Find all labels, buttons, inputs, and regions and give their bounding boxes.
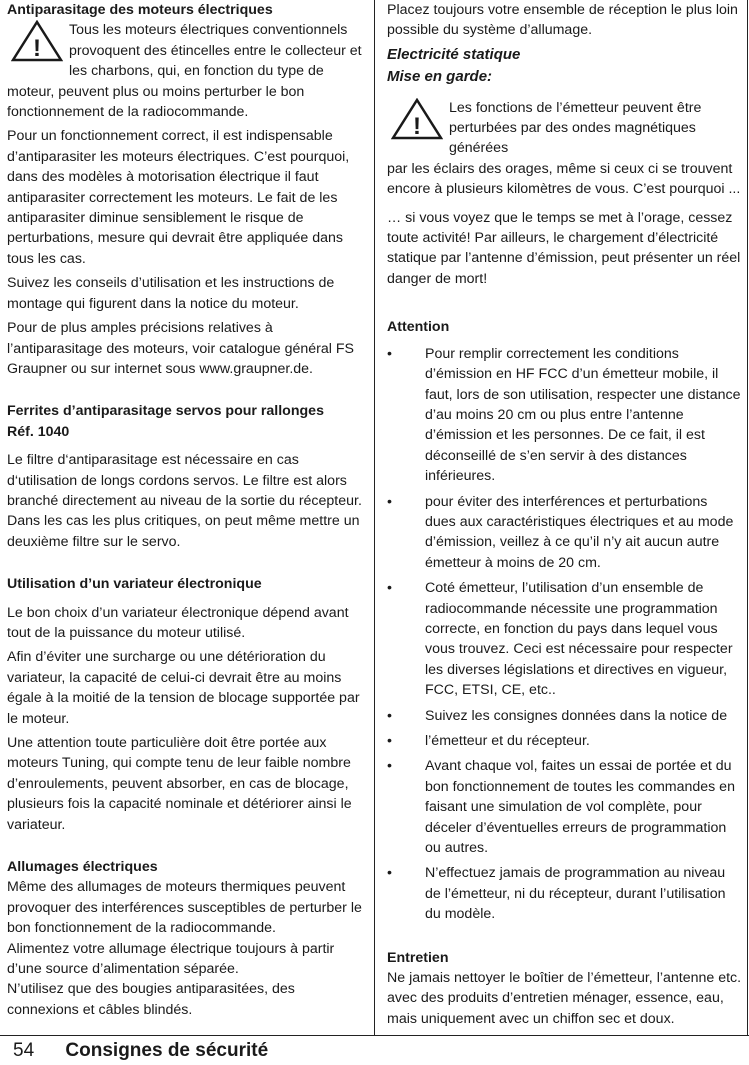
paragraph-filtre: Le filtre d‘antiparasitage est nécessaire en cas d‘utilisation de longs cordons servos. Le filtre est alors branché directement au niveau de la sortie du récepteur. Dans les cas les plus critiques, on peut même mettre un deuxième filtre sur le servo. [7,452,362,550]
bullet-glyph: • [387,733,392,749]
column-divider [374,0,375,1035]
warning-triangle-icon [11,20,63,62]
heading-entretien: Entretien [387,949,449,966]
paragraph-allumages-2: Alimentez votre allumage électrique toujours à partir d’une source d’alimentation séparée. [7,940,335,978]
heading-ref: Réf. 1040 [7,423,70,440]
footer-divider [0,1035,749,1036]
warning-triangle-icon [391,98,443,140]
paragraph-choix-variateur: Le bon choix d’un variateur électronique dépend avant tout de la puissance du moteur utilisé. [7,604,349,641]
warning-text-orage-cont: par les éclairs des orages, même si ceux ci se trouvent encore à plusieurs kilomètres de vous. C’est pourquoi ... [387,160,741,198]
attention-list [387,344,742,925]
heading-attention: Attention [387,319,450,336]
list-item: • N’effectuez jamais de programmation au niveau de l’émetteur, ni du récepteur, durant l’utilisation du modèle. [387,865,726,923]
warning-text-orage: Les fonctions de l’émetteur peuvent être perturbées par des ondes magnétiques générées [449,99,702,157]
paragraph-surcharge: Afin d’éviter une surcharge ou une détérioration du variateur, la capacité de celui-ci devrait être au moins égale à la moitié de la tension de blocage supportée par le moteur. [7,649,360,727]
warning-block-moteurs [7,20,367,122]
heading-allumages: Allumages électriques [7,859,158,876]
warning-text-moteurs-cont: moteur, peuvent plus ou moins perturber le bon fonctionnement de la radiocommande. [7,83,305,121]
paragraph-danger: … si vous voyez que le temps se met à l’orage, cessez toute activité! Par ailleurs, le chargement d’électricité statique par l’antenne d’émission, peut présenter un réel danger de mort! [387,209,741,287]
warning-block-orage [387,98,742,200]
list-item: • Avant chaque vol, faites un essai de portée et du bon fonctionnement de toutes les commandes en faisant une simulation de vol complète, pour déceler d’éventuelles erreurs de programmation ou autres. [387,758,735,857]
paragraph-tuning: Une attention toute particulière doit être portée aux moteurs Tuning, qui compte tenu de leur faible nombre d’enroulements, peuvent absorber, en cas de blocage, plusieurs fois la capacité nominale et détériorer ainsi le variateur. [7,735,352,833]
bullet-glyph: • [387,345,392,362]
bullet-glyph: • [387,707,392,724]
list-item: • Coté émetteur, l’utilisation d’un ensemble de radiocommande nécessite une programmation correcte, en fonction du pays dans lequel vous vous trouvez. Ceci est nécessaire pour respecter les diverses législations et directives en vigueur, FCC, ETSI, CE, etc.. [387,580,733,699]
warning-text-moteurs: Tous les moteurs électriques conventionnels provoquent des étincelles entre le collecteur et les charbons, qui, en fonction du type de [69,22,362,80]
heading-antiparasitage-moteurs: Antiparasitage des moteurs électriques [7,2,273,18]
warning-symbol: ! [33,35,41,63]
right-border [747,0,748,1035]
heading-electricite-statique: Electricité statique [387,45,521,63]
warning-symbol: ! [413,112,421,140]
heading-ferrites: Ferrites d’antiparasitage servos pour rallonges [7,403,324,420]
paragraph-reception: Placez toujours votre ensemble de réception le plus loin possible du système d’allumage. [387,2,738,39]
page-footer [13,1040,268,1062]
heading-mise-en-garde: Mise en garde: [387,68,493,86]
right-column [387,0,742,1033]
list-item: • Pour remplir correctement les conditions d’émission en HF FCC d’un émetteur mobile, il faut, lors de son utilisation, respecter une distance d’au moins 20 cm ou plus entre l’antenne d’émission et les personnes. De ce fait, il est déconseillé de s’en servir à des distances inférieures. [387,345,741,485]
page-number: 54 [13,1040,35,1061]
paragraph-precisions: Pour de plus amples précisions relatives à l’antiparasitage des moteurs, voir catalogue général FS Graupner ou sur internet sous www.graupner.de. [7,320,354,377]
list-item: • Suivez les consignes données dans la notice de [387,706,742,726]
left-column [7,0,367,1020]
bullet-glyph: • [387,493,392,510]
paragraph-entretien: Ne jamais nettoyer le boîtier de l’émetteur, l’antenne etc. avec des produits d’entretien ménager, essence, eau, mais uniquement avec un chiffon sec et doux. [387,970,742,1027]
paragraph-allumages-3: N’utilisez que des bougies antiparasitées, des connexions et câbles blindés. [7,981,295,1018]
list-item: • l’émetteur et du récepteur. [387,731,742,751]
section-title: Consignes de sécurité [65,1040,269,1061]
bullet-glyph: • [387,758,392,775]
heading-variateur: Utilisation d’un variateur électronique [7,576,262,593]
paragraph-antiparasiter: Pour un fonctionnement correct, il est indispensable d’antiparasiter les moteurs électriques. C’est pourquoi, dans des modèles à motorisation électrique il faut antiparasiter correctement les moteurs. Le fait de les antiparasiter diminue sensiblement le risque de perturbations, mesure qui devrait être appliquée dans tous les cas. [7,128,350,267]
bullet-glyph: • [387,865,392,882]
list-item: • pour éviter des interférences et perturbations dues aux caractéristiques électriques et au mode d’émission, veillez à ce qu’il n’y ait aucun autre émetteur à moins de 20 cm. [387,493,734,571]
paragraph-conseils: Suivez les conseils d’utilisation et les instructions de montage qui figurent dans la notice du moteur. [7,275,335,312]
bullet-glyph: • [387,580,392,597]
paragraph-allumages-1: Même des allumages de moteurs thermiques peuvent provoquer des interférences susceptibles de perturber le bon fonctionnement de la radiocommande. [7,879,362,937]
